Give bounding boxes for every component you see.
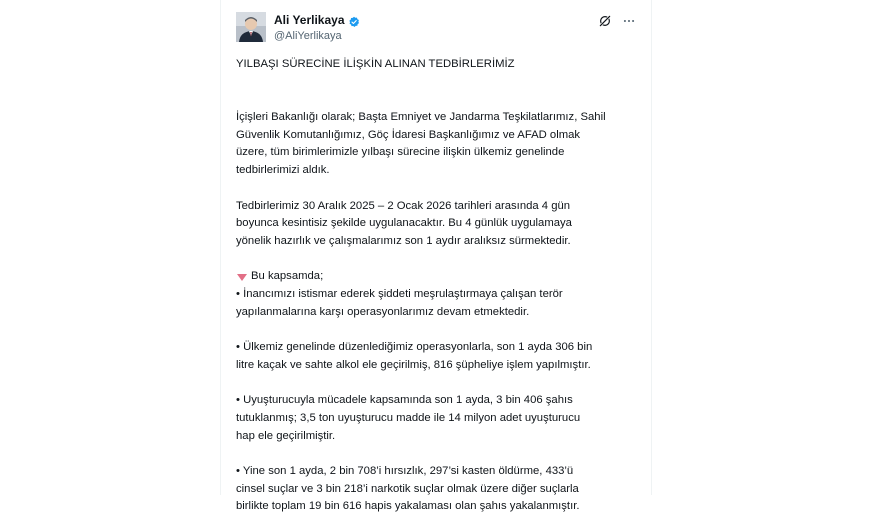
verified-badge-icon xyxy=(348,15,360,27)
tweet-intro: İçişleri Bakanlığı olarak; Başta Emniyet ve Jandarma Teşkilatlarımız, Sahil Güvenlik Komutanlığımız, Göç İdaresi Başkanlığımız ve AFAD olmak üzere, tüm birimlerimizle yılbaşı sürecine ilişkin ülkemiz genelinde tedbirlerimizi aldık. xyxy=(236,111,606,177)
bullet-item: • Ülkemiz genelinde düzenlediğimiz operasyonlarla, son 1 ayda 306 bin litre kaçak ve sahte alkol ele geçirilmiş, 816 şüpheliye işlem yapılmıştır. xyxy=(236,341,593,371)
display-name-row xyxy=(274,13,360,28)
scope-heading-row xyxy=(236,268,638,286)
grok-icon[interactable] xyxy=(598,14,612,28)
paragraph-gap xyxy=(236,445,638,463)
paragraph-gap xyxy=(236,180,638,198)
paragraph-gap xyxy=(236,251,638,269)
paragraph-gap xyxy=(236,91,638,109)
red-down-triangle-icon xyxy=(237,274,247,281)
bullet-item: • Yine son 1 ayda, 2 bin 708’i hırsızlık, 297’si kasten öldürme, 433’ü cinsel suçlar ve 3 bin 218’i narkotik suçlar olmak üzere diğer suçlarla birlikte toplam 19 bin 616 hapis yakalaması olan şahıs yakalanmıştır. xyxy=(236,465,580,513)
author-name-block xyxy=(274,13,360,43)
scope-heading: Bu kapsamda; xyxy=(251,270,324,283)
tweet-schedule: Tedbirlerimiz 30 Aralık 2025 – 2 Ocak 2026 tarihleri arasında 4 gün boyunca kesintisiz şekilde uygulanacaktır. Bu 4 günlük uygulamaya yönelik hazırlık ve çalışmalarımız son 1 aydır aralıksız sürmektedir. xyxy=(236,199,572,247)
paragraph-gap xyxy=(236,74,638,92)
tweet-text xyxy=(236,56,638,516)
display-name[interactable]: Ali Yerlikaya xyxy=(274,13,345,27)
paragraph-gap xyxy=(236,375,638,393)
tweet-header xyxy=(236,12,638,44)
bullet-item: • Uyuşturucuyla mücadele kapsamında son 1 ayda, 3 bin 406 şahıs tutuklanmış; 3,5 ton uyuşturucu madde ile 14 milyon adet uyuşturucu hap ele geçirilmiştir. xyxy=(236,394,581,442)
avatar[interactable] xyxy=(236,12,266,42)
author-handle[interactable]: @AliYerlikaya xyxy=(274,30,342,42)
paragraph-gap xyxy=(236,321,638,339)
bullet-item: • İnancımızı istismar ederek şiddeti meşrulaştırmaya çalışan terör yapılanmalarına karşı operasyonlarımız devam etmektedir. xyxy=(236,288,563,318)
more-options-icon[interactable] xyxy=(622,14,636,28)
tweet-title: YILBAŞI SÜRECİNE İLİŞKİN ALINAN TEDBİRLERİMİZ xyxy=(236,58,515,70)
tweet-card xyxy=(220,0,652,513)
